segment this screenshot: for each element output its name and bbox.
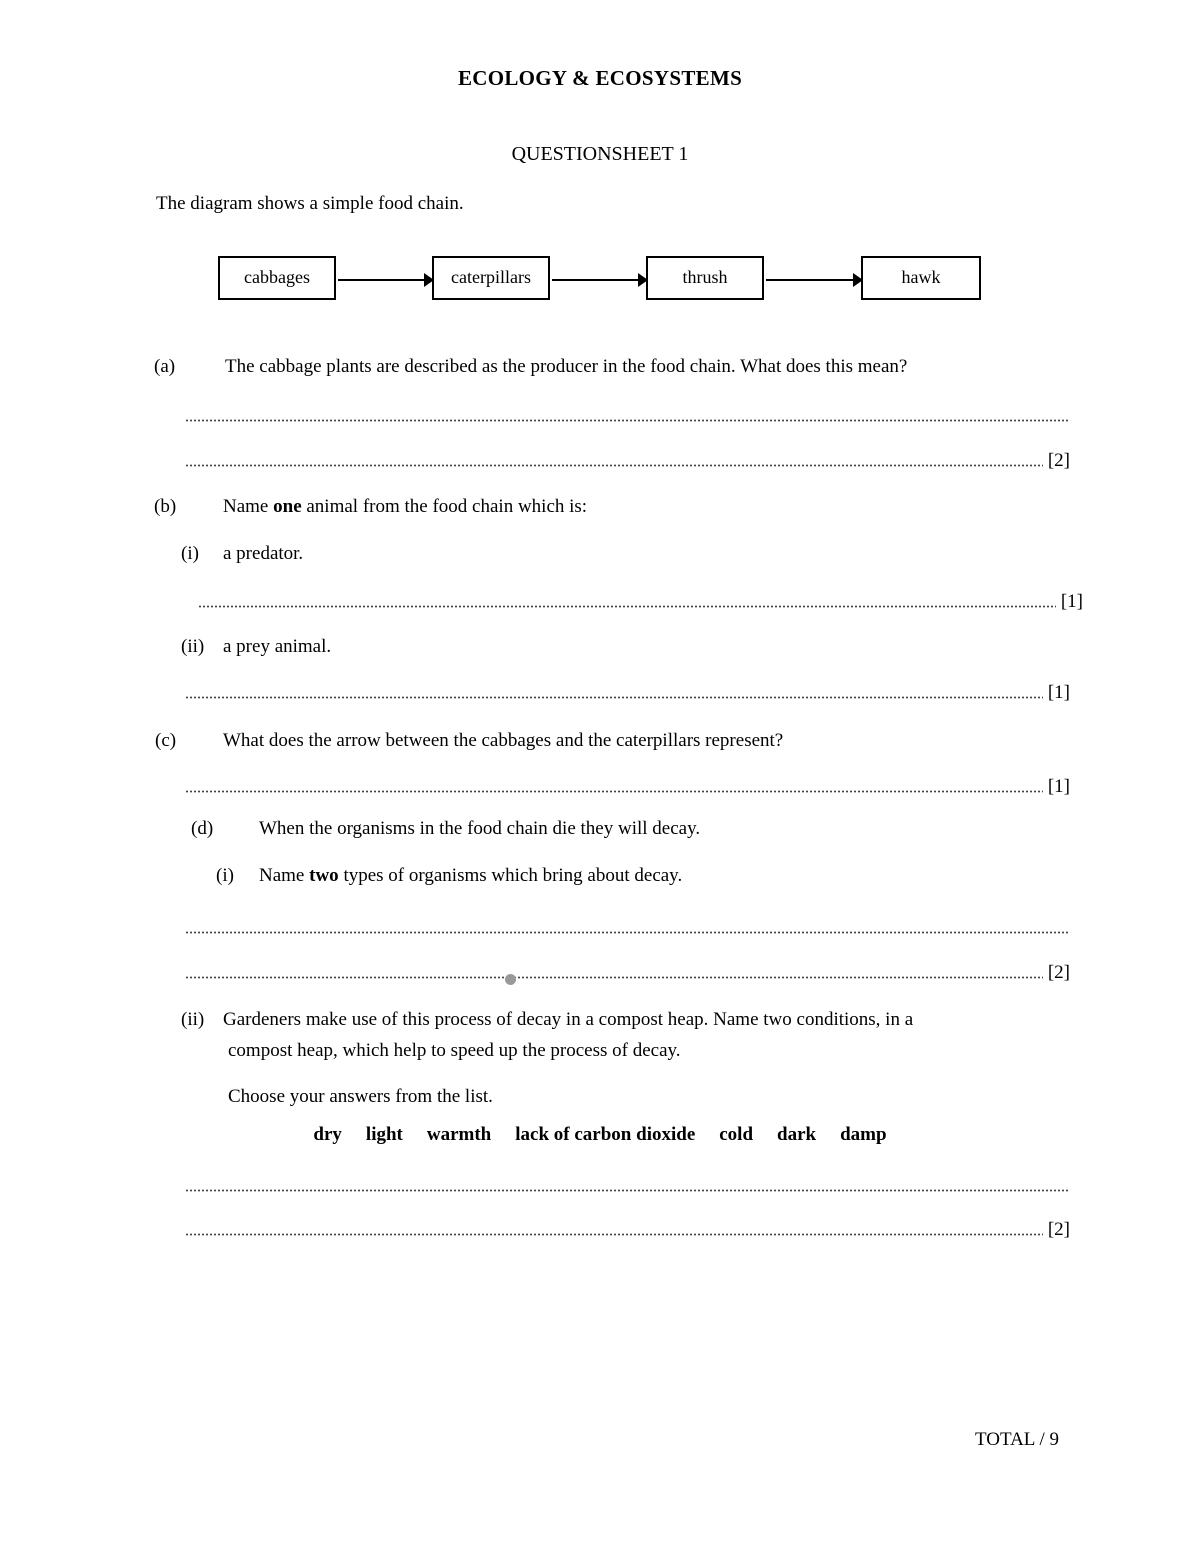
question-d-ii-instruction: Choose your answers from the list. bbox=[228, 1086, 493, 1107]
question-b-ii-label: (ii) bbox=[181, 636, 205, 657]
question-d-ii-text-line2: compost heap, which help to speed up the process of decay. bbox=[228, 1040, 681, 1061]
page-title: ECOLOGY & ECOSYSTEMS bbox=[457, 66, 743, 90]
answer-line[interactable] bbox=[185, 964, 1070, 982]
arrow-icon bbox=[338, 279, 432, 281]
choice-list bbox=[0, 1124, 1200, 1146]
question-b-i-text: a predator. bbox=[223, 543, 304, 564]
answer-line[interactable] bbox=[185, 407, 1070, 425]
marks-label: [2] bbox=[1047, 1219, 1070, 1240]
question-c-text: What does the arrow between the cabbages and the caterpillars represent? bbox=[223, 730, 784, 751]
answer-line[interactable] bbox=[185, 452, 1070, 470]
arrow-icon bbox=[552, 279, 646, 281]
total-marks: TOTAL / 9 bbox=[975, 1429, 1059, 1450]
food-chain-box-caterpillars: caterpillars bbox=[432, 256, 550, 300]
answer-line[interactable] bbox=[185, 1177, 1070, 1195]
question-b-ii-text: a prey animal. bbox=[223, 636, 332, 657]
food-chain-box-thrush: thrush bbox=[646, 256, 764, 300]
choice-word: warmth bbox=[426, 1124, 492, 1145]
question-d-i-label: (i) bbox=[216, 865, 234, 886]
arrow-icon bbox=[766, 279, 861, 281]
question-b-label: (b) bbox=[154, 496, 177, 517]
ink-smudge bbox=[505, 974, 516, 985]
choice-word: lack of carbon dioxide bbox=[515, 1124, 696, 1145]
question-d-i-text: Name two types of organisms which bring about decay. bbox=[259, 865, 683, 886]
answer-line[interactable] bbox=[198, 593, 1083, 611]
question-d-label: (d) bbox=[191, 818, 214, 839]
question-a-text: The cabbage plants are described as the producer in the food chain. What does this mean? bbox=[225, 356, 908, 377]
marks-label: [2] bbox=[1047, 450, 1070, 471]
page-subtitle: QUESTIONSHEET 1 bbox=[511, 143, 689, 165]
answer-line[interactable] bbox=[185, 684, 1070, 702]
question-d-text: When the organisms in the food chain die they will decay. bbox=[259, 818, 701, 839]
answer-line[interactable] bbox=[185, 919, 1070, 937]
question-c-label: (c) bbox=[155, 730, 177, 751]
choice-word: damp bbox=[840, 1124, 887, 1145]
intro-text: The diagram shows a simple food chain. bbox=[156, 193, 464, 214]
marks-label: [1] bbox=[1060, 591, 1083, 612]
marks-label: [2] bbox=[1047, 962, 1070, 983]
choice-word: dark bbox=[777, 1124, 817, 1145]
food-chain-box-cabbages: cabbages bbox=[218, 256, 336, 300]
question-d-ii-text-line1: Gardeners make use of this process of decay in a compost heap. Name two conditions, in a bbox=[223, 1009, 914, 1030]
choice-word: cold bbox=[719, 1124, 754, 1145]
answer-line[interactable] bbox=[185, 1221, 1070, 1239]
question-b-i-label: (i) bbox=[181, 543, 199, 564]
question-d-ii-label: (ii) bbox=[181, 1009, 205, 1030]
food-chain-box-hawk: hawk bbox=[861, 256, 981, 300]
question-a-label: (a) bbox=[154, 356, 176, 377]
choice-word: light bbox=[365, 1124, 403, 1145]
question-b-text: Name one animal from the food chain which is: bbox=[223, 496, 588, 517]
answer-line[interactable] bbox=[185, 778, 1070, 796]
marks-label: [1] bbox=[1047, 776, 1070, 797]
marks-label: [1] bbox=[1047, 682, 1070, 703]
choice-word: dry bbox=[313, 1124, 342, 1145]
